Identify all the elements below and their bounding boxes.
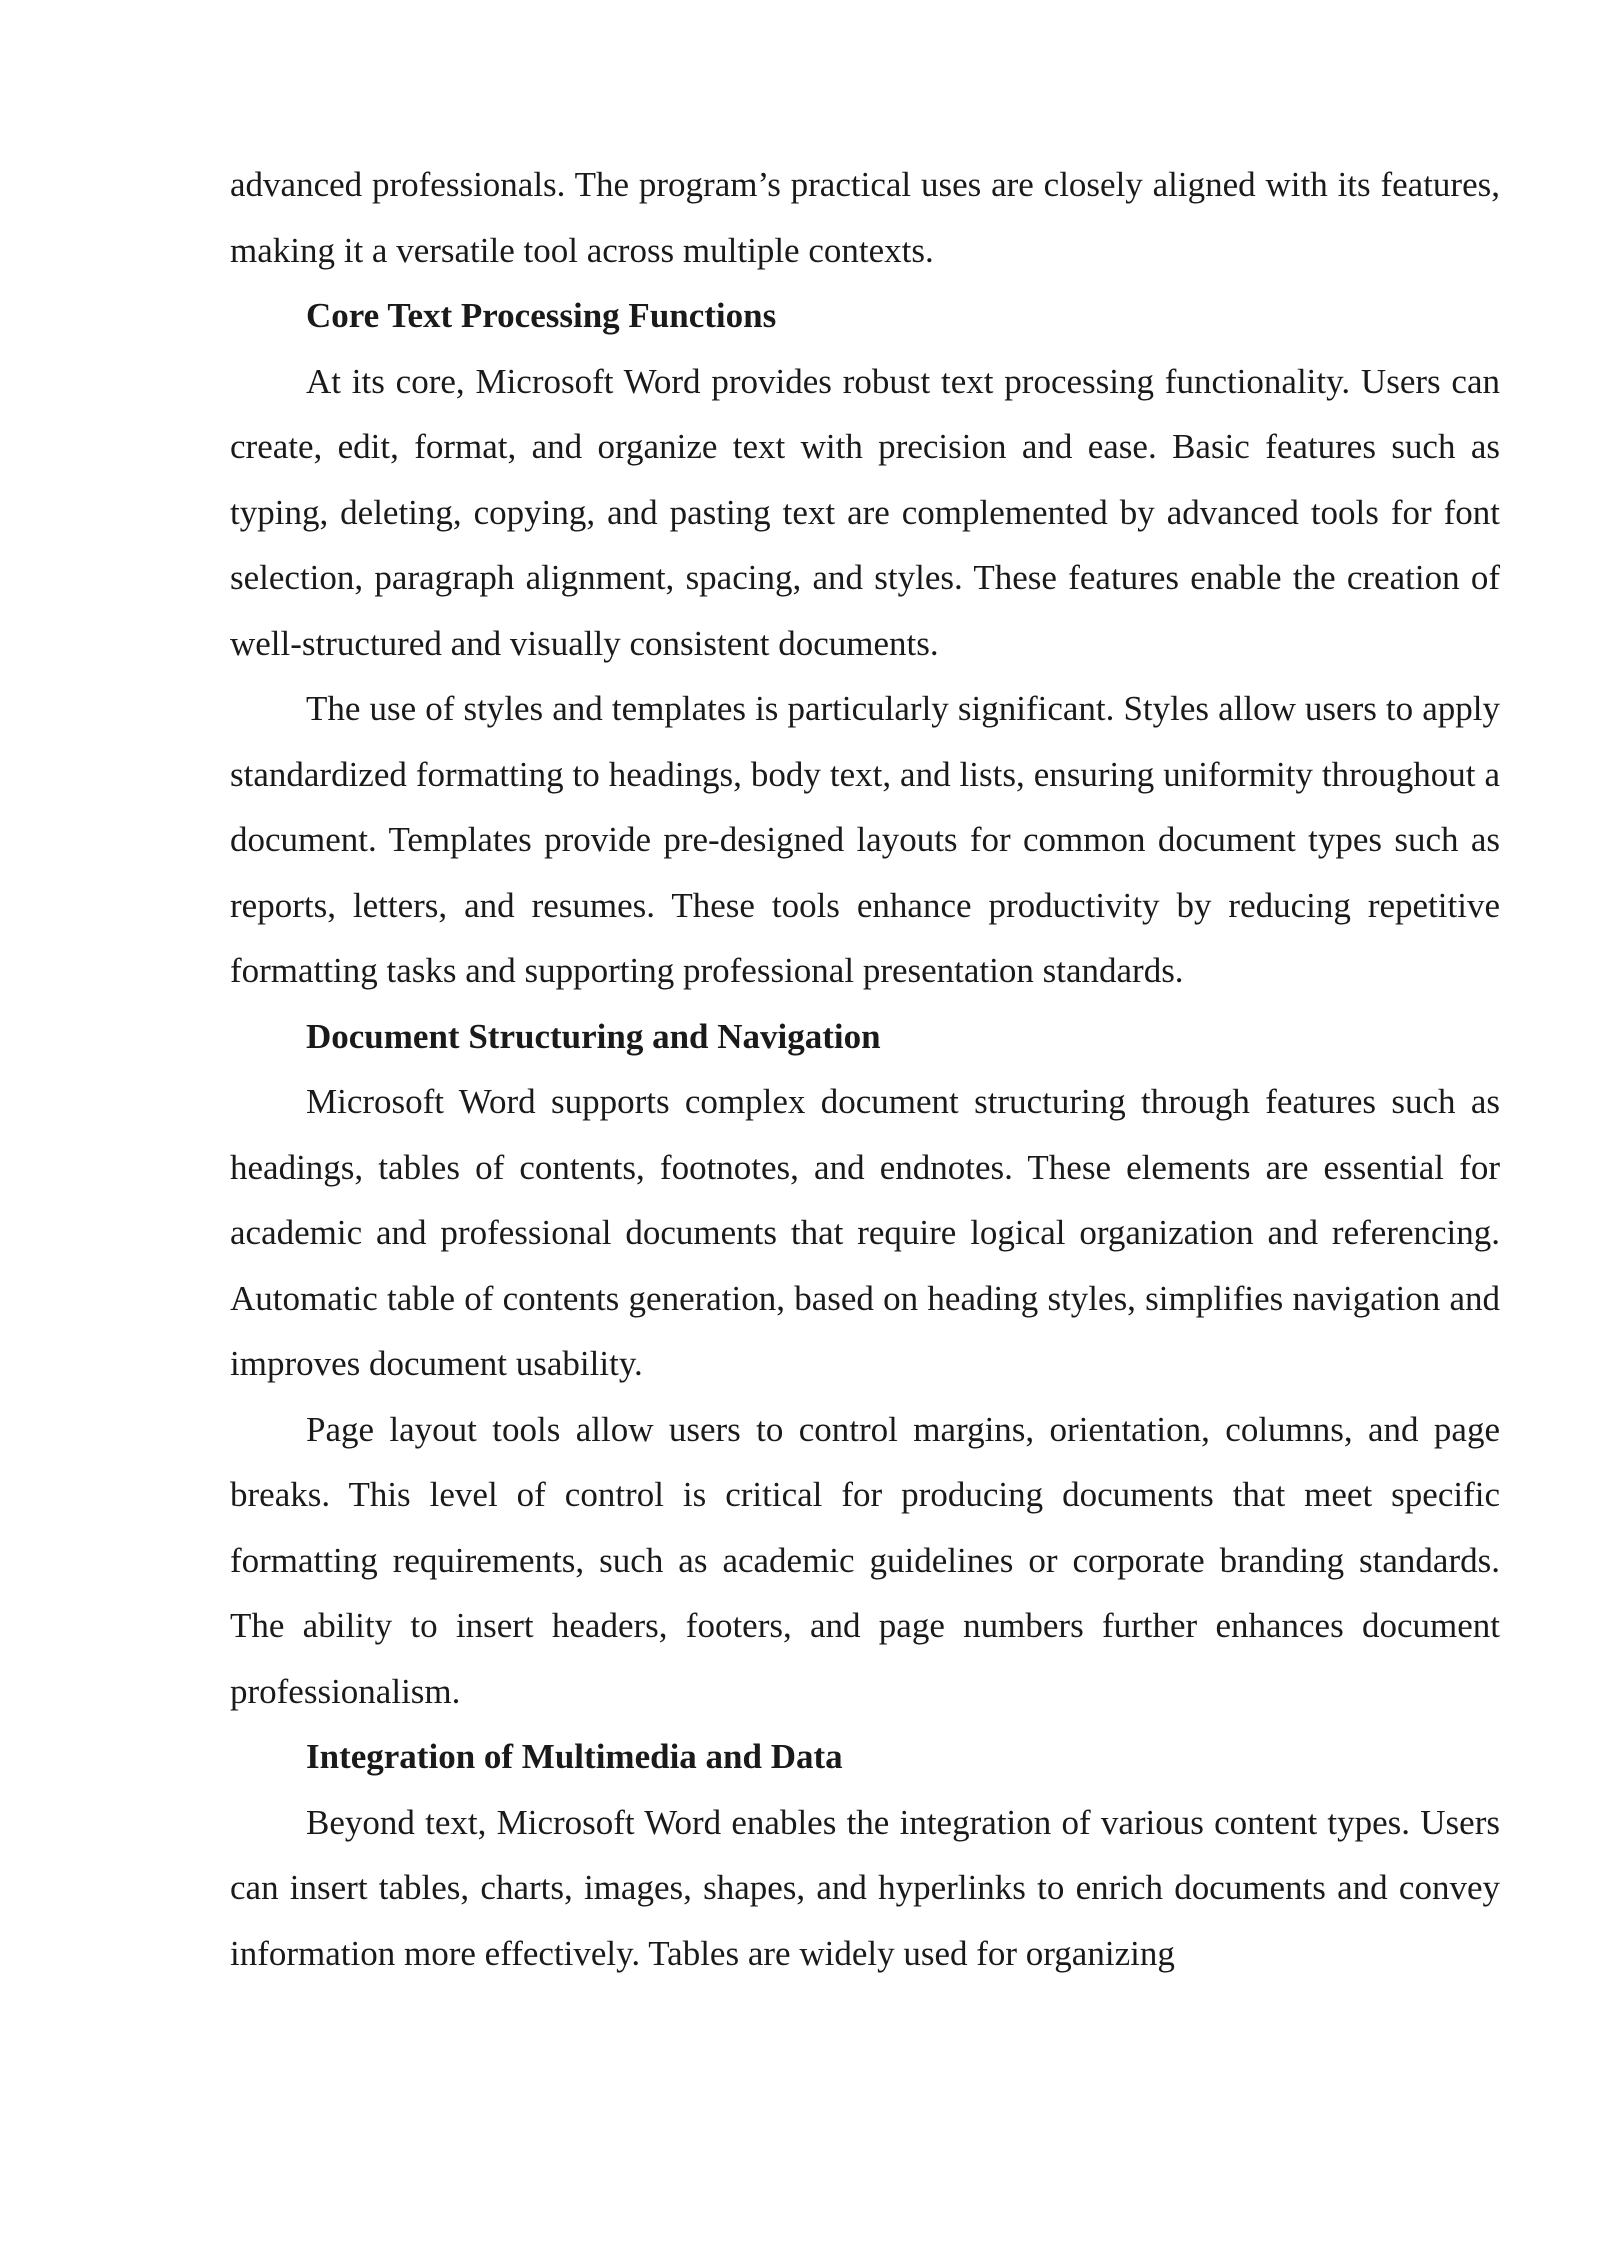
- body-paragraph: At its core, Microsoft Word provides robust text processing functionality. Users can create, edit, format, and organize text with precision and ease. Basic features such as typing, deleting, copying, and pasting text are complemented by advanced tools for font selection, paragraph alignment, spacing, and styles. These features enable the creation of well-structured and visually consistent documents.: [230, 361, 1500, 663]
- section-heading-core-text-processing: Core Text Processing Functions: [306, 296, 777, 335]
- body-paragraph: Page layout tools allow users to control margins, orientation, columns, and page breaks. This level of control is critical for producing documents that meet specific formatting requirements, such as academic guidelines or corporate branding standards. The ability to insert headers, footers, and page numbers further enhances document professionalism.: [230, 1409, 1500, 1711]
- body-paragraph: The use of styles and templates is particularly significant. Styles allow users to apply standardized formatting to headings, body text, and lists, ensuring uniformity throughout a document. Templates provide pre-designed layouts for common document types such as reports, letters, and resumes. These tools enhance productivity by reducing repetitive formatting tasks and supporting professional presentation standards.: [230, 689, 1500, 990]
- body-paragraph: Microsoft Word supports complex document structuring through features such as headings, tables of contents, footnotes, and endnotes. These elements are essential for academic and professional documents that require logical organization and referencing. Automatic table of contents generation, based on heading styles, simplifies navigation and improves document usability.: [230, 1082, 1500, 1383]
- body-paragraph: advanced professionals. The program’s practical uses are closely aligned with its features, making it a versatile tool across multiple contexts.: [230, 165, 1500, 270]
- section-heading-document-structuring: Document Structuring and Navigation: [306, 1016, 881, 1056]
- body-paragraph: Beyond text, Microsoft Word enables the integration of various content types. Users can insert tables, charts, images, shapes, and hyperlinks to enrich documents and convey information more effectively. Tables are widely used for organizing: [230, 1802, 1500, 1973]
- section-heading-multimedia-integration: Integration of Multimedia and Data: [306, 1737, 843, 1776]
